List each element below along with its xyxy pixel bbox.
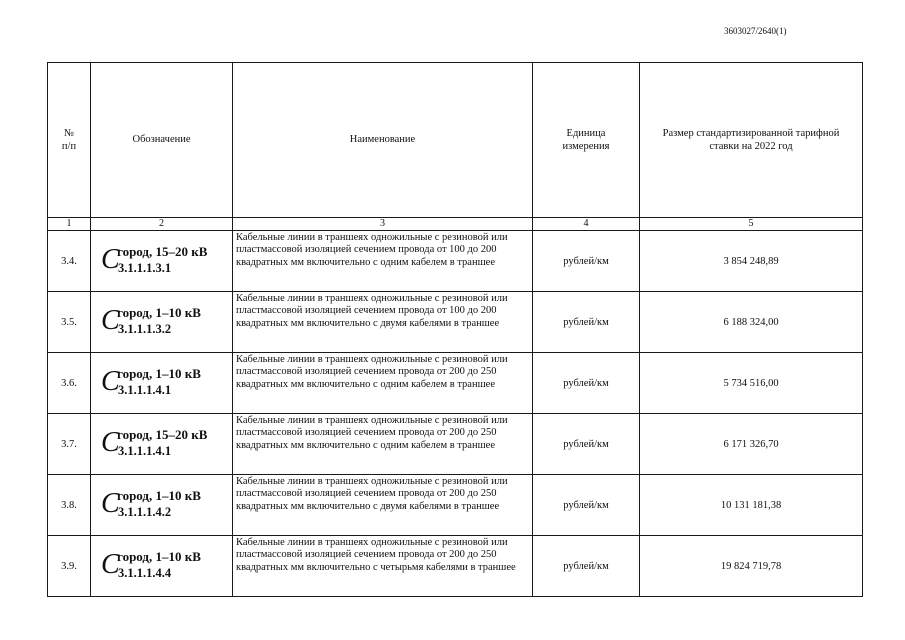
row-number: 3.7. <box>48 414 91 475</box>
unit-cell: рублей/км <box>533 292 640 353</box>
table-header-row <box>48 63 863 218</box>
designation-cell <box>91 414 233 475</box>
tariff-symbol <box>101 364 216 400</box>
symbol-subscript: 3.1.1.1.3.2 <box>118 321 172 336</box>
name-cell: Кабельные линии в траншеях одножильные с резиновой или пластмассовой изоляцией сечением провода от 200 до 250 квадратных мм включительно с четырьмя кабелями в траншее <box>233 536 533 597</box>
designation-cell <box>91 292 233 353</box>
name-cell: Кабельные линии в траншеях одножильные с резиновой или пластмассовой изоляцией сечением провода от 200 до 250 квадратных мм включительно с одним кабелем в траншее <box>233 353 533 414</box>
column-number: 2 <box>91 218 233 231</box>
tariff-symbol <box>101 303 216 339</box>
unit-cell: рублей/км <box>533 353 640 414</box>
symbol-superscript: город, 1–10 кВ <box>117 548 201 564</box>
table-row <box>48 231 863 292</box>
unit-cell: рублей/км <box>533 536 640 597</box>
symbol-letter: С <box>101 304 120 336</box>
symbol-letter: С <box>101 487 120 519</box>
rate-value-cell: 3 854 248,89 <box>640 231 863 292</box>
table-row <box>48 292 863 353</box>
name-cell: Кабельные линии в траншеях одножильные с резиновой или пластмассовой изоляцией сечением провода от 100 до 200 квадратных мм включительно с одним кабелем в траншее <box>233 231 533 292</box>
table-row <box>48 536 863 597</box>
table-row <box>48 414 863 475</box>
symbol-superscript: город, 1–10 кВ <box>117 487 201 503</box>
header-unit: Единица измерения <box>533 63 640 218</box>
unit-cell: рублей/км <box>533 475 640 536</box>
tariff-symbol <box>101 242 216 278</box>
symbol-superscript: город, 1–10 кВ <box>117 304 201 320</box>
row-number: 3.8. <box>48 475 91 536</box>
symbol-letter: С <box>101 243 120 275</box>
table-row <box>48 353 863 414</box>
symbol-letter: С <box>101 365 120 397</box>
row-number: 3.6. <box>48 353 91 414</box>
name-cell: Кабельные линии в траншеях одножильные с резиновой или пластмассовой изоляцией сечением провода от 200 до 250 квадратных мм включительно с одним кабелем в траншее <box>233 414 533 475</box>
tariff-symbol <box>101 547 216 583</box>
column-number: 5 <box>640 218 863 231</box>
header-designation: Обозначение <box>91 63 233 218</box>
header-name: Наименование <box>233 63 533 218</box>
symbol-subscript: 3.1.1.1.4.1 <box>118 443 172 458</box>
column-number: 1 <box>48 218 91 231</box>
rate-value-cell: 5 734 516,00 <box>640 353 863 414</box>
column-number: 3 <box>233 218 533 231</box>
symbol-letter: С <box>101 426 120 458</box>
name-cell: Кабельные линии в траншеях одножильные с резиновой или пластмассовой изоляцией сечением провода от 100 до 200 квадратных мм включительно с двумя кабелями в траншее <box>233 292 533 353</box>
header-number: № п/п <box>48 63 91 218</box>
rate-value-cell: 10 131 181,38 <box>640 475 863 536</box>
tariff-symbol <box>101 425 216 461</box>
row-number: 3.4. <box>48 231 91 292</box>
table-row <box>48 475 863 536</box>
column-number-row <box>48 218 863 231</box>
rate-value-cell: 6 171 326,70 <box>640 414 863 475</box>
row-number: 3.9. <box>48 536 91 597</box>
symbol-subscript: 3.1.1.1.4.4 <box>118 565 172 580</box>
designation-cell <box>91 353 233 414</box>
designation-cell <box>91 536 233 597</box>
tariff-table <box>47 62 863 597</box>
row-number: 3.5. <box>48 292 91 353</box>
symbol-superscript: город, 1–10 кВ <box>117 365 201 381</box>
designation-cell <box>91 231 233 292</box>
symbol-superscript: город, 15–20 кВ <box>117 243 208 259</box>
designation-cell <box>91 475 233 536</box>
column-number: 4 <box>533 218 640 231</box>
symbol-letter: С <box>101 548 120 580</box>
symbol-subscript: 3.1.1.1.4.1 <box>118 382 172 397</box>
name-cell: Кабельные линии в траншеях одножильные с резиновой или пластмассовой изоляцией сечением провода от 200 до 250 квадратных мм включительно с двумя кабелями в траншее <box>233 475 533 536</box>
header-rate: Размер стандартизированной тарифной ставки на 2022 год <box>640 63 863 218</box>
symbol-subscript: 3.1.1.1.3.1 <box>118 260 172 275</box>
symbol-subscript: 3.1.1.1.4.2 <box>118 504 172 519</box>
rate-value-cell: 19 824 719,78 <box>640 536 863 597</box>
unit-cell: рублей/км <box>533 414 640 475</box>
document-number: 3603027/2640(1) <box>724 26 787 36</box>
tariff-symbol <box>101 486 216 522</box>
symbol-superscript: город, 15–20 кВ <box>117 426 208 442</box>
rate-value-cell: 6 188 324,00 <box>640 292 863 353</box>
unit-cell: рублей/км <box>533 231 640 292</box>
